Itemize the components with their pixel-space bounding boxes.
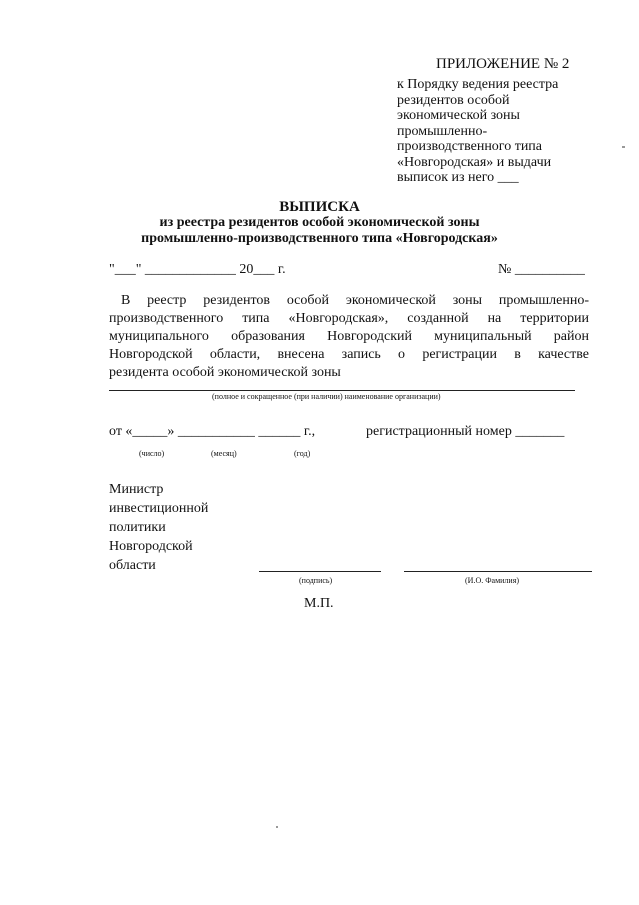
paragraph-line: производственного типа «Новгородская», созданной на территории	[109, 311, 589, 326]
date-field-line: "___" _____________ 20___ г.	[109, 262, 286, 277]
appendix-note-line: экономической зоны	[397, 108, 520, 123]
signatory-position	[109, 480, 208, 575]
signatory-line: Министр	[109, 482, 164, 497]
appendix-note-line: промышленно-	[397, 123, 488, 139]
document-subtitle-line1: из реестра резидентов особой экономической зоны	[159, 215, 480, 230]
appendix-title: ПРИЛОЖЕНИЕ № 2	[436, 56, 570, 72]
stamp-placeholder: М.П.	[304, 596, 334, 611]
paragraph-line: Новгородской области, внесена запись о регистрации в качестве	[109, 347, 589, 362]
organization-name-line	[109, 390, 575, 391]
paragraph-line: В реестр резидентов особой экономической зоны промышленно-	[121, 293, 589, 308]
appendix-note-line: резидентов особой	[397, 92, 510, 108]
scan-speck	[276, 826, 278, 828]
paragraph-line: резидента особой экономической зоны	[109, 365, 341, 380]
document-subtitle-line2: промышленно-производственного типа «Новгородская»	[141, 231, 498, 246]
registration-date-line: от «_____» ___________ ______ г.,	[109, 424, 316, 439]
number-field-line: № __________	[498, 262, 585, 277]
signatory-line: политики	[109, 520, 166, 535]
appendix-note-line: выписок из него ___	[397, 170, 519, 185]
full-name-caption: (И.О. Фамилия)	[465, 576, 520, 585]
appendix-note-line: «Новгородская» и выдачи	[397, 154, 552, 170]
full-name-line	[404, 571, 592, 572]
signatory-line: Новгородской	[109, 539, 193, 554]
signature-line	[259, 571, 381, 572]
registration-number-line: регистрационный номер _______	[366, 424, 565, 439]
day-caption: (число)	[139, 449, 165, 458]
signatory-line: инвестиционной	[109, 501, 209, 516]
paragraph-line: муниципального образования Новгородский муниципальный район	[109, 329, 589, 344]
organization-name-caption: (полное и сокращенное (при наличии) наименование организации)	[212, 392, 441, 401]
appendix-note-line: производственного типа	[397, 139, 543, 154]
registry-entry-paragraph	[109, 292, 589, 382]
document-title: ВЫПИСКА	[279, 199, 360, 215]
month-caption: (месяц)	[211, 449, 237, 458]
signatory-line: области	[109, 558, 156, 573]
signature-caption: (подпись)	[299, 576, 333, 585]
scan-speck	[622, 146, 625, 148]
appendix-note	[397, 77, 587, 186]
year-caption: (год)	[294, 449, 311, 458]
appendix-note-line: к Порядку ведения реестра	[397, 77, 559, 92]
